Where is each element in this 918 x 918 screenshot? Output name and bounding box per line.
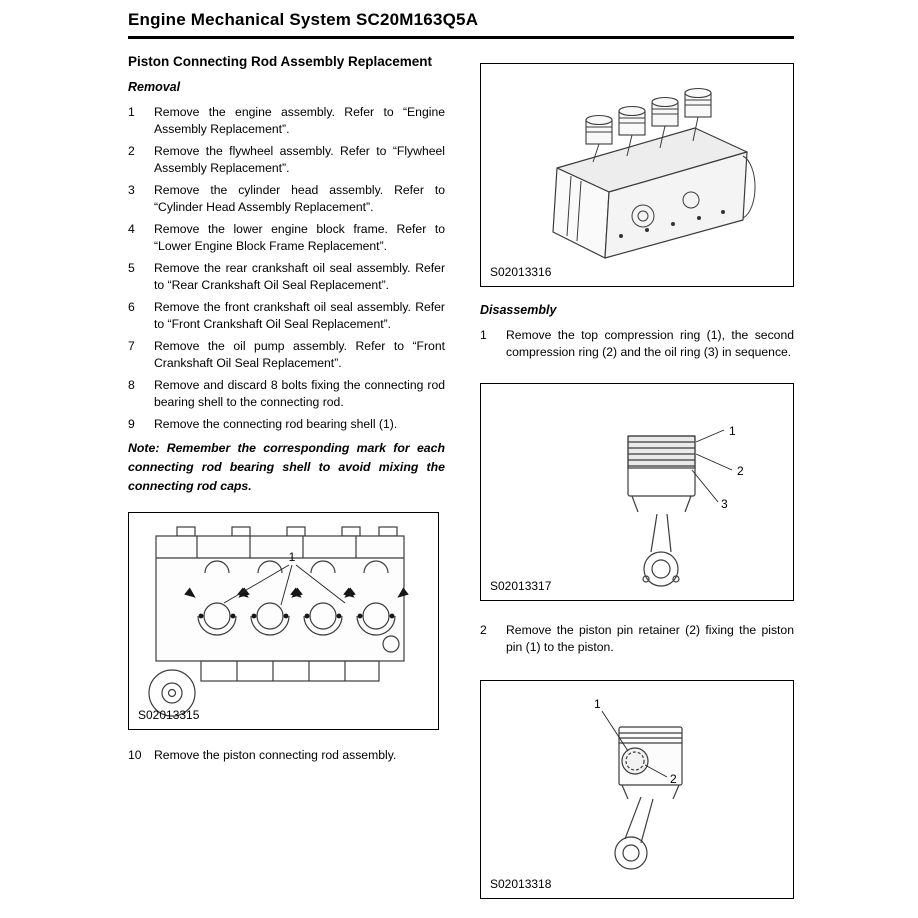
step-text: Remove the lower engine block frame. Refer to “Lower Engine Block Frame Replacement”. [154,222,445,253]
figure-code: S02013316 [490,265,552,279]
removal-step-4 [128,221,445,255]
figure-s02013316 [480,63,794,287]
left-column [128,53,445,899]
piston-pin-illustration [481,681,793,898]
step-number: 4 [128,222,135,236]
step-text: Remove and discard 8 bolts fixing the connecting rod bearing shell to the connecting rod. [154,378,445,409]
removal-heading: Removal [128,80,181,94]
disassembly-heading: Disassembly [480,303,557,317]
step-number: 9 [128,417,135,431]
step-number: 3 [128,183,135,197]
figure-code: S02013318 [490,877,552,891]
header-rule [128,36,794,39]
figure-code: S02013315 [138,708,200,722]
removal-step-9 [128,416,445,433]
step-number: 1 [480,328,487,342]
right-column [480,53,794,899]
note-text: Note: Remember the corresponding mark for each connecting rod bearing shell to avoid mixing the connecting rod caps. [128,441,445,493]
page-title: Engine Mechanical System SC20M163Q5A [128,10,479,29]
figure-code: S02013317 [490,579,552,593]
step-number: 2 [480,623,487,637]
step-number: 8 [128,378,135,392]
callout-1: 1 [729,424,736,438]
step-text: Remove the flywheel assembly. Refer to “Flywheel Assembly Replacement”. [154,144,445,175]
removal-step-6 [128,299,445,333]
removal-step-2 [128,143,445,177]
removal-step-1 [128,104,445,138]
piston-rings-illustration [481,384,793,600]
removal-step-3 [128,182,445,216]
section-title: Piston Connecting Rod Assembly Replacement [128,54,433,69]
removal-step-7 [128,338,445,372]
callout-2: 2 [670,772,677,786]
step-number: 5 [128,261,135,275]
step-number: 6 [128,300,135,314]
callout-3: 3 [721,497,728,511]
step-text: Remove the piston pin retainer (2) fixing the piston pin (1) to the piston. [506,623,794,654]
callout-1: 1 [594,697,601,711]
step-text: Remove the piston connecting rod assembly. [154,748,397,762]
step-text: Remove the front crankshaft oil seal assembly. Refer to “Front Crankshaft Oil Seal Replacement”. [154,300,445,331]
removal-step-5 [128,260,445,294]
callout-1: 1 [288,550,296,564]
step-text: Remove the engine assembly. Refer to “Engine Assembly Replacement”. [154,105,445,136]
step-text: Remove the oil pump assembly. Refer to “Front Crankshaft Oil Seal Replacement”. [154,339,445,370]
step-text: Remove the connecting rod bearing shell (1). [154,417,398,431]
figure-s02013315 [128,512,439,730]
figure-s02013317 [480,383,794,601]
page-columns [128,53,794,899]
figure-s02013318 [480,680,794,899]
step-number: 1 [128,105,135,119]
engine-front-illustration [129,513,438,729]
disassembly-step-2 [480,622,794,656]
step-text: Remove the top compression ring (1), the second compression ring (2) and the oil ring (3) in sequence. [506,328,794,359]
disassembly-step-1 [480,327,794,361]
manual-page [128,10,794,899]
step-number: 10 [128,748,142,762]
removal-step-8 [128,377,445,411]
engine-assembly-illustration [481,64,793,286]
callout-2: 2 [737,464,744,478]
step-number: 2 [128,144,135,158]
step-number: 7 [128,339,135,353]
removal-step-10 [128,747,445,764]
step-text: Remove the cylinder head assembly. Refer to “Cylinder Head Assembly Replacement”. [154,183,445,214]
step-text: Remove the rear crankshaft oil seal assembly. Refer to “Rear Crankshaft Oil Seal Replacement”. [154,261,445,292]
